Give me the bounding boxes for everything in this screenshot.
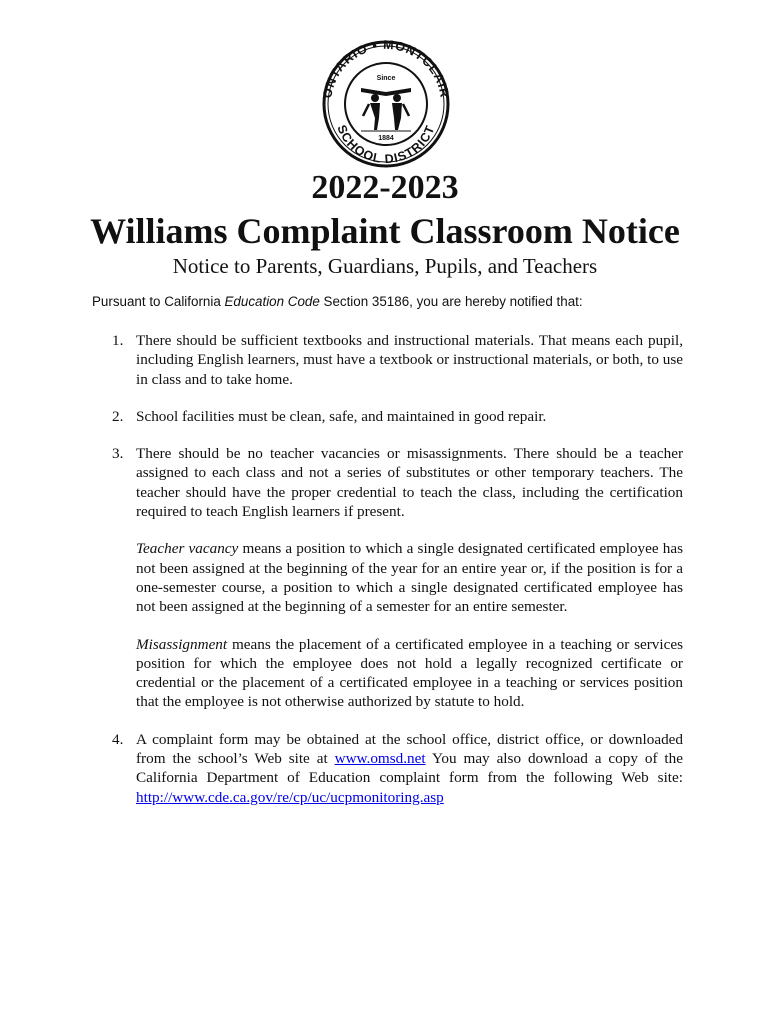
- list-item-text: There should be sufficient textbooks and instructional materials. That means each pupil, including English learners, must have a textbook or instructional materials, or both, to use in class and to take home.: [136, 332, 683, 388]
- district-seal-logo: [313, 40, 459, 168]
- definition-term: Teacher vacancy: [136, 540, 239, 558]
- definition-teacher-vacancy: [136, 539, 683, 616]
- page-title: Williams Complaint Classroom Notice: [90, 211, 680, 251]
- intro-suffix: Section 35186, you are hereby notified that:: [319, 294, 583, 309]
- seal-since-label: Since: [376, 75, 396, 82]
- definition-text: means a position to which a single designated certificated employee has not been assigned at the beginning of the year for an entire year or, if the position is for a one-semester course, a position to which a single designated certificated employee has not been assigned at the beginning of a semester for an entire semester.: [136, 540, 683, 616]
- page-subtitle: Notice to Parents, Guardians, Pupils, and Teachers: [172, 254, 598, 278]
- cde-complaint-form-link[interactable]: http://www.cde.ca.gov/re/cp/uc/ucpmonitoring.asp: [136, 788, 444, 806]
- intro-code-name: Education Code: [224, 294, 320, 309]
- list-item-text: There should be no teacher vacancies or misassignments. There should be a teacher assigned to each class and not a series of substitutes or other temporary teachers. The teacher should have the proper credential to teach the class, including the certification required to teach English learners if present.: [136, 445, 683, 521]
- list-item-number: 3.: [112, 445, 124, 463]
- definition-term: Misassignment: [136, 635, 228, 653]
- list-item: [108, 407, 683, 426]
- complaint-text-b: You may also download a copy of the California Department of Education complaint form from the following Web site:: [136, 750, 683, 787]
- list-item: [108, 331, 683, 389]
- seal-year: 1884: [378, 135, 394, 142]
- definition-misassignment: [136, 635, 683, 712]
- list-item-text: [136, 730, 683, 807]
- list-item: [108, 444, 683, 712]
- intro-prefix: Pursuant to California: [92, 294, 225, 309]
- list-item-number: 4.: [112, 730, 124, 748]
- seal-ring-text-bottom: SCHOOL DISTRICT: [334, 122, 438, 167]
- list-item-number: 1.: [112, 332, 124, 349]
- seal-ring-text-top: ONTARIO • MONTCLAIR: [320, 40, 452, 100]
- notice-list: [108, 331, 683, 825]
- intro-statement: [92, 293, 712, 311]
- complaint-text-a: A complaint form may be obtained at the school office, district office, or downloaded from the school’s Web site at: [136, 730, 683, 768]
- list-item: [108, 730, 683, 807]
- list-item-number: 2.: [112, 407, 124, 425]
- list-item-text: School facilities must be clean, safe, and maintained in good repair.: [136, 407, 547, 425]
- omsd-website-link[interactable]: www.omsd.net: [334, 750, 426, 768]
- definition-text: means the placement of a certificated employee in a teaching or services position for which the employee does not hold a legally recognized certificate or credential or the placement of a certificated employee in a teaching or services position that the employee is not otherwise authorized by statute to hold.: [136, 635, 683, 711]
- svg-text:ONTARIO • MONTCLAIR: [320, 40, 452, 99]
- school-year-heading: 2022-2023: [311, 169, 459, 206]
